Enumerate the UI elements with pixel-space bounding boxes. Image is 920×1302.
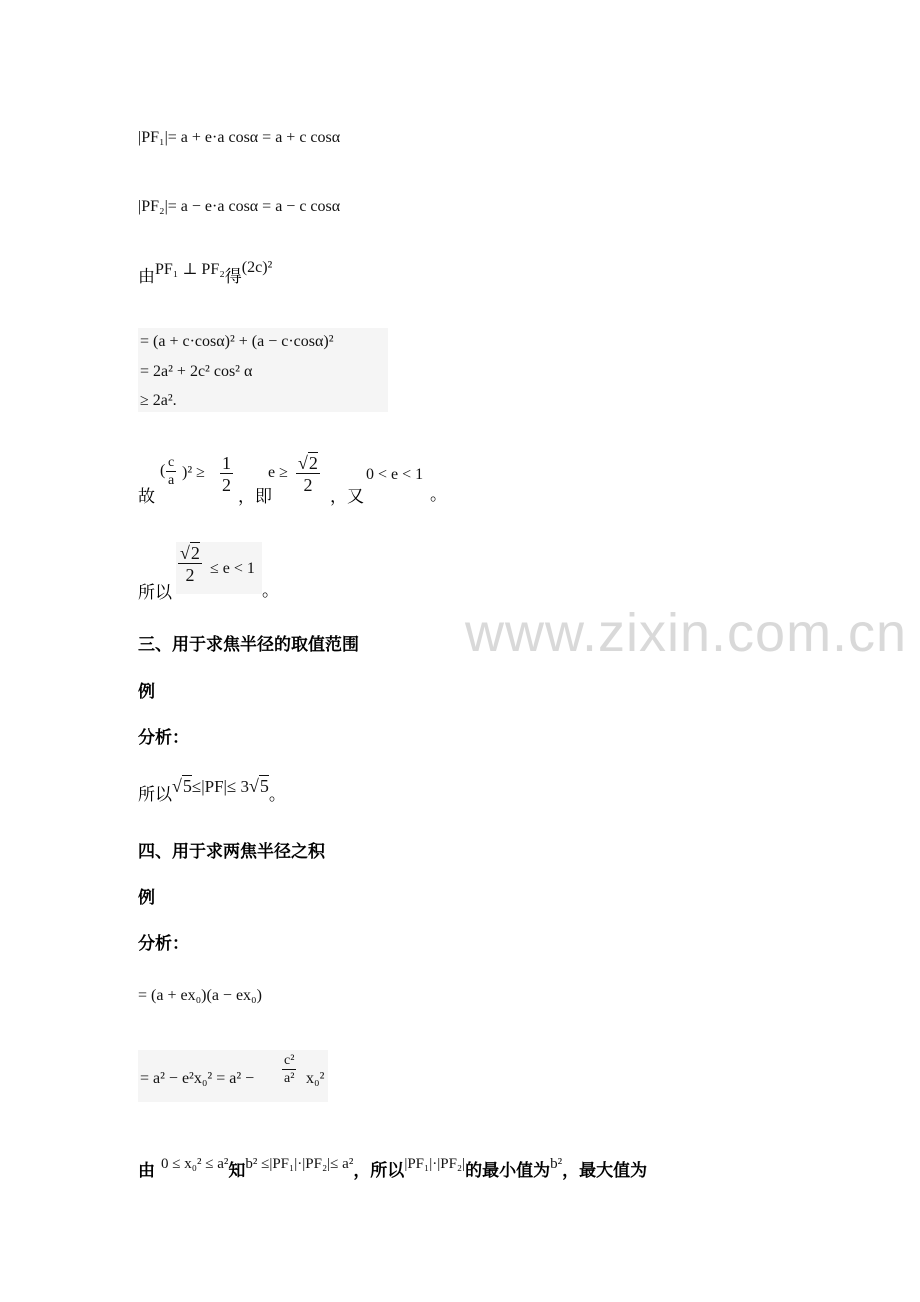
sqrt-5-a: 5	[182, 776, 192, 796]
final-zhi: 知	[228, 1161, 246, 1181]
watermark-text: www.zixin.com.cn	[465, 603, 908, 663]
e-ge: e ≥	[268, 464, 288, 481]
fraction-c-over-a: $\frac{c}{a}$	[168, 455, 175, 488]
final-inequality: b² ≤|PF₁|·|PF₂|≤ a²	[245, 1156, 354, 1172]
final-min: 的最小值为	[465, 1161, 551, 1181]
fraction-sqrt2-over-2: $\frac{√2}{2}$	[298, 453, 318, 495]
fraction-sqrt2-over-2-b: $\frac{√2}{2}$	[180, 543, 200, 585]
sqrt-5-b: 5	[259, 776, 269, 796]
product-lhs: = a² − e²x₀² = a² −	[140, 1070, 255, 1087]
product-line-2	[138, 1050, 328, 1102]
suoyi-label: 所以	[138, 583, 172, 603]
period-2: 。	[262, 581, 279, 601]
final-product: |PF₁|·|PF₂|	[404, 1156, 466, 1172]
example-label-1: 例	[138, 682, 155, 702]
perpendicular-line	[138, 259, 273, 287]
final-you: 由	[138, 1161, 155, 1181]
le-e-lt-1: ≤ e < 1	[210, 560, 255, 577]
fraction-one-half: $\frac{1}{2}$	[222, 453, 231, 495]
period-1: 。	[430, 485, 447, 505]
perp-condition: PF₁ ⊥ PF₂	[155, 261, 225, 278]
gu-label: 故	[138, 487, 155, 507]
pf-range-mid: ≤|PF|≤ 3	[191, 777, 250, 796]
equation-line-1: = (a + c·cosα)² + (a − c·cosα)²	[140, 333, 334, 350]
x0-squared: x₀²	[306, 1070, 325, 1087]
formula-pf1: |PF₁|= a + e·a cosα = a + c cosα	[138, 129, 341, 146]
perp-prefix: 由	[138, 267, 155, 287]
equation-line-2: = 2a² + 2c² cos² α	[140, 363, 253, 380]
formula-pf2: |PF₂|= a − e·a cosα = a − c cosα	[138, 198, 341, 215]
period-3: 。	[268, 785, 286, 805]
ji-label: ，即	[238, 487, 272, 507]
suoyi-label-2: 所以	[138, 785, 172, 805]
perp-get: 得	[224, 267, 242, 287]
section-4-heading: 四、用于求两焦半径之积	[138, 842, 325, 862]
fraction-c2-over-a2: $\frac{\text{c²}}{\text{a²}}$	[284, 1053, 295, 1086]
final-condition: 0 ≤ x₀² ≤ a²	[161, 1156, 229, 1172]
you-label: ，又	[330, 487, 364, 507]
final-max: ，最大值为	[562, 1161, 648, 1181]
perp-expression: (2c)²	[241, 259, 273, 276]
pf-range-line: 所以√5≤|PF|≤ 3√5。	[138, 776, 286, 805]
example-label-2: 例	[138, 888, 155, 908]
final-so: ，所以	[353, 1161, 405, 1181]
section-3-heading: 三、用于求焦半径的取值范围	[138, 635, 359, 655]
equation-block	[138, 328, 388, 412]
equation-line-3: ≥ 2a².	[140, 392, 177, 409]
analysis-label-2: 分析：	[138, 934, 189, 954]
final-b2: b²	[550, 1156, 563, 1172]
product-line-1: = (a + ex₀)(a − ex₀)	[138, 987, 262, 1004]
range-0-1: 0 < e < 1	[366, 466, 424, 483]
analysis-label-1: 分析：	[138, 728, 189, 748]
gu-rhs: )² ≥	[182, 464, 205, 481]
final-line	[138, 1148, 898, 1181]
